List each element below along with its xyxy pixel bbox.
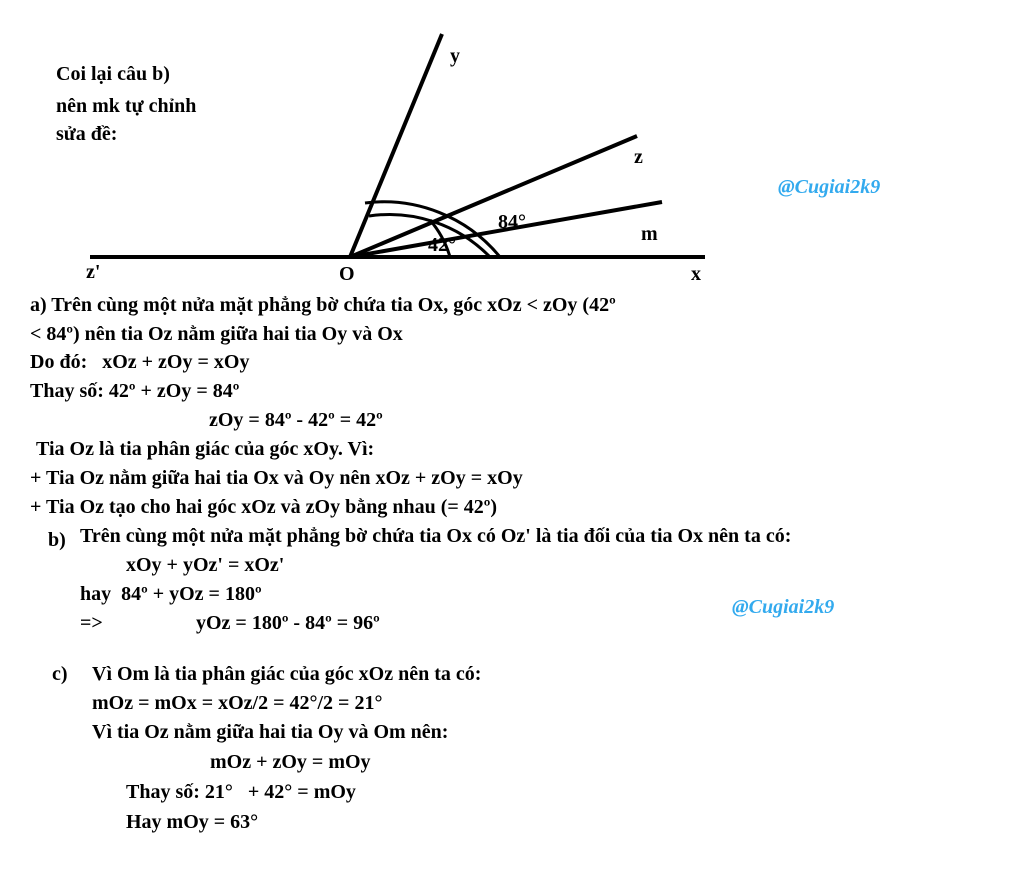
part-b-marker: b) [48,529,66,551]
part-a-line-4: Thay số: 42º + zOy = 84º [30,380,240,402]
note-line-1: Coi lại câu b) [56,63,170,85]
label-x: x [691,263,701,285]
part-a-line-7: + Tia Oz nằm giữa hai tia Ox và Oy nên xOz + zOy = xOy [30,467,523,489]
part-b-line-3: hay 84º + yOz = 180º [80,583,262,605]
label-y: y [450,45,460,67]
part-b-line-2: xOy + yOz' = xOz' [126,554,285,576]
part-b-line-1: Trên cùng một nửa mặt phẳng bờ chứa tia Ox có Oz' là tia đối của tia Ox nên ta có: [80,525,792,547]
part-c-line-1: Vì Om là tia phân giác của góc xOz nên ta có: [92,663,482,685]
watermark-2: @Cugiai2k9 [732,596,835,618]
part-a-line-6: Tia Oz là tia phân giác của góc xOy. Vì: [36,438,375,460]
part-c-line-4: mOz + zOy = mOy [210,751,371,773]
label-angle-84: 84° [498,211,526,233]
label-o: O [339,263,355,285]
label-angle-42: 42° [428,234,456,256]
part-c-line-2: mOz = mOx = xOz/2 = 42°/2 = 21° [92,692,383,714]
part-a-line-2: < 84º) nên tia Oz nằm giữa hai tia Oy và Ox [30,323,403,345]
part-a-line-3: Do đó: xOz + zOy = xOy [30,351,250,373]
label-m: m [641,223,658,245]
angle-figure [0,0,1024,290]
note-line-2: nên mk tự chỉnh [56,95,197,117]
part-c-line-3: Vì tia Oz nằm giữa hai tia Oy và Om nên: [92,721,449,743]
part-c-line-6: Hay mOy = 63° [126,811,259,833]
part-c-marker: c) [52,663,68,685]
part-b-line-4: yOz = 180º - 84º = 96º [196,612,380,634]
part-b-arrow: => [80,612,103,634]
part-a-line-8: + Tia Oz tạo cho hai góc xOz và zOy bằng nhau (= 42º) [30,496,498,518]
label-z-prime: z' [86,261,101,283]
label-z: z [634,146,643,168]
part-a-line-1: a) Trên cùng một nửa mặt phẳng bờ chứa tia Ox, góc xOz < zOy (42º [30,294,616,316]
part-c-line-5: Thay số: 21° + 42° = mOy [126,781,356,803]
note-line-3: sửa đề: [56,123,118,145]
watermark-1: @Cugiai2k9 [778,176,881,198]
part-a-line-5: zOy = 84º - 42º = 42º [209,409,383,431]
